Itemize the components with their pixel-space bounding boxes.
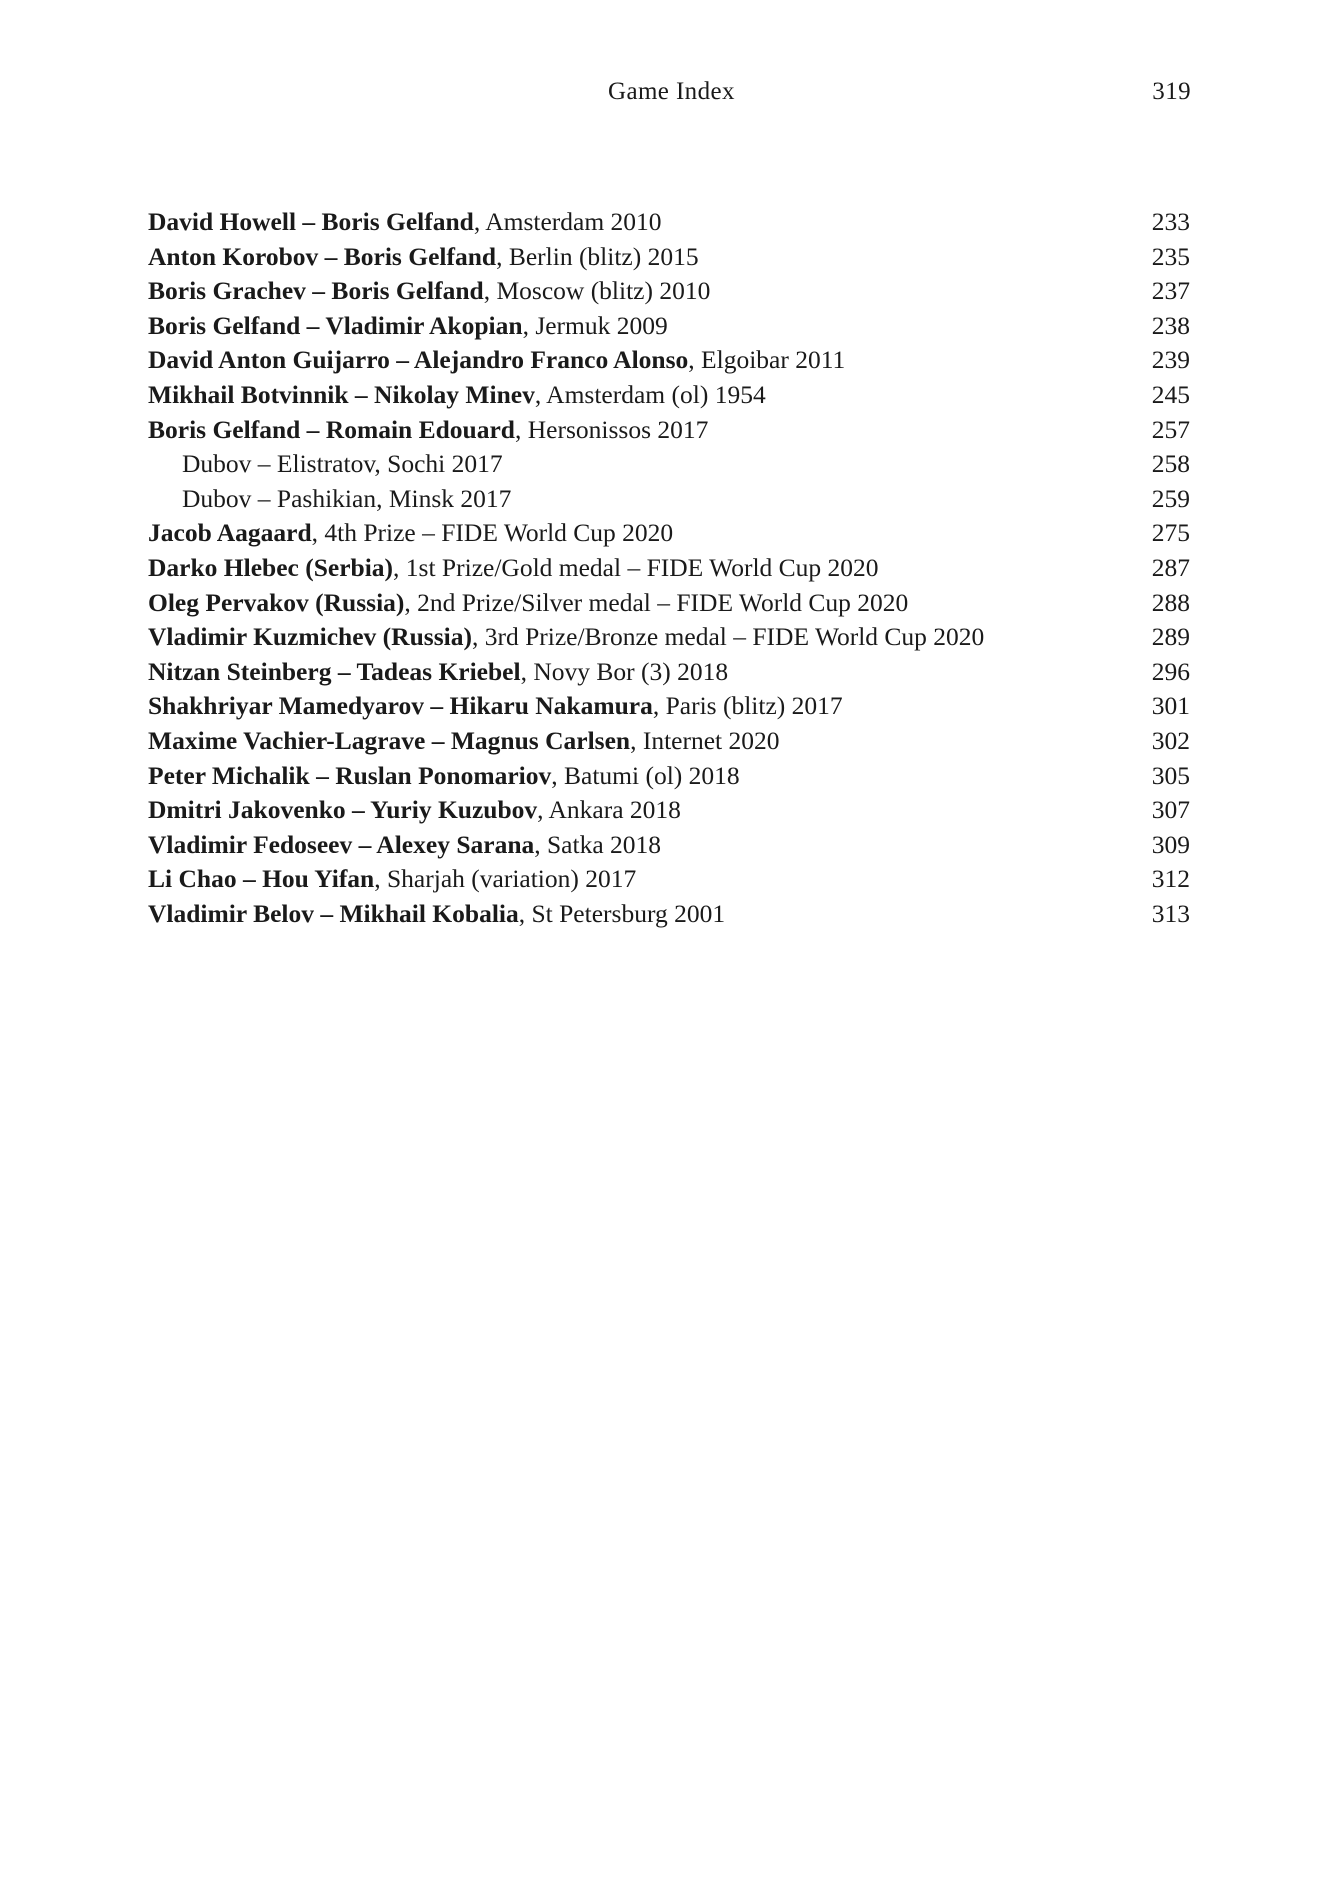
page-title: Game Index [608,78,735,105]
index-entry-page: 302 [1151,725,1190,755]
index-entry-players: David Howell – Boris Gelfand [148,207,474,236]
index-entry-detail: , 1st Prize/Gold medal – FIDE World Cup 2020 [393,552,879,582]
index-entry-detail: , St Petersburg 2001 [518,898,726,928]
index-entry-players: Maxime Vachier-Lagrave – Magnus Carlsen [148,725,631,755]
index-entry [148,655,1190,690]
index-entry-players: Nitzan Steinberg – Tadeas Kriebel [148,656,521,686]
index-entry-page: 245 [1151,379,1190,409]
index-entry-detail: , 2nd Prize/Silver medal – FIDE World Cup 2020 [404,587,909,617]
game-index-list [148,205,1190,931]
index-entry [148,551,1190,586]
index-entry-text [148,724,780,759]
index-entry-detail: , Moscow (blitz) 2010 [483,276,711,306]
running-head [148,78,1191,106]
index-entry [148,413,1190,448]
index-entry-page: 309 [1151,829,1190,859]
index-entry-detail: , Amsterdam (ol) 1954 [534,379,766,409]
index-entry-page: 288 [1151,587,1190,617]
index-entry-detail: , Berlin (blitz) 2015 [496,241,699,271]
index-entry-text [148,274,710,309]
index-entry-detail: , 3rd Prize/Bronze medal – FIDE World Cup 2020 [471,622,985,652]
index-entry-players: Peter Michalik – Ruslan Ponomariov [148,760,552,790]
index-entry-detail: , Jermuk 2009 [522,310,668,340]
index-entry [148,689,1190,724]
index-entry-players: Li Chao – Hou Yifan [148,864,375,894]
index-entry-detail: , Internet 2020 [630,725,780,755]
index-entry-detail: , Satka 2018 [534,829,662,859]
index-entry-text [148,759,740,794]
index-entry-text [148,551,879,586]
index-entry-players: Vladimir Fedoseev – Alexey Sarana [148,829,535,859]
index-entry-players: Oleg Pervakov (Russia) [148,587,405,617]
index-entry-page: 235 [1151,241,1190,271]
index-entry [148,862,1190,897]
index-entry-page: 312 [1151,864,1190,894]
index-entry-detail: , Batumi (ol) 2018 [551,760,740,790]
index-entry-detail: , Novy Bor (3) 2018 [520,656,729,686]
index-entry-text [148,586,908,621]
index-entry-page: 296 [1151,656,1190,686]
index-entry-page: 275 [1151,518,1190,548]
index-entry-page: 259 [1151,483,1190,513]
index-entry-page: 238 [1151,310,1190,340]
index-entry-players: Vladimir Kuzmichev (Russia) [148,622,472,652]
index-entry-text [148,516,673,551]
index-entry [148,620,1190,655]
index-entry [148,378,1190,413]
index-subentry [148,447,1190,482]
index-entry-detail: , Sharjah (variation) 2017 [374,864,637,894]
index-entry-page: 258 [1151,449,1190,479]
index-entry-page: 307 [1151,795,1190,825]
index-entry [148,793,1190,828]
index-entry-players: David Anton Guijarro – Alejandro Franco Alonso [148,345,689,375]
index-entry [148,240,1190,275]
index-entry-players: Jacob Aagaard [148,518,312,548]
index-entry-text [148,447,503,482]
index-entry [148,828,1190,863]
index-subentry [148,482,1190,517]
index-entry-players: Dmitri Jakovenko – Yuriy Kuzubov [148,795,538,825]
index-entry [148,343,1190,378]
index-entry [148,309,1190,344]
index-entry-page: 239 [1151,345,1190,375]
index-entry-players: Shakhriyar Mamedyarov – Hikaru Nakamura [148,691,653,721]
index-entry-detail: , Elgoibar 2011 [688,345,846,375]
index-entry-page: 289 [1151,622,1190,652]
index-entry-page: 301 [1151,691,1190,721]
index-entry [148,897,1190,932]
index-entry-text [148,343,845,378]
index-entry-detail: , Hersonissos 2017 [514,414,709,444]
index-entry-text [148,482,511,517]
index-entry-players: Darko Hlebec (Serbia) [148,552,394,582]
index-entry-detail: , 4th Prize – FIDE World Cup 2020 [311,518,674,548]
index-entry-text [148,793,681,828]
index-entry-text [148,378,766,413]
index-entry-page: 313 [1151,898,1190,928]
index-entry [148,759,1190,794]
index-entry-players: Mikhail Botvinnik – Nikolay Minev [148,379,535,409]
index-entry-detail: , Paris (blitz) 2017 [652,691,843,721]
index-entry-players: Boris Grachev – Boris Gelfand [148,276,484,306]
index-entry-text [148,689,843,724]
index-entry-text [148,897,725,932]
index-entry-text [148,413,708,448]
index-entry-page: 287 [1151,552,1190,582]
index-entry-players: Vladimir Belov – Mikhail Kobalia [148,898,519,928]
index-entry-detail: Dubov – Elistratov, Sochi 2017 [182,449,503,479]
index-entry-page: 305 [1151,760,1190,790]
index-entry-text [148,240,699,275]
index-entry-detail: , Ankara 2018 [537,795,681,825]
index-entry-page: 237 [1151,276,1190,306]
index-entry-text [148,309,668,344]
index-entry-players: Boris Gelfand – Romain Edouard [148,414,515,444]
index-entry-page: 233 [1151,207,1190,236]
index-entry-players: Anton Korobov – Boris Gelfand [148,241,497,271]
index-entry-detail: , Amsterdam 2010 [473,207,662,236]
page-number: 319 [1152,78,1191,105]
index-entry-page: 257 [1151,414,1190,444]
index-entry-text [148,655,728,690]
index-entry-text [148,620,984,655]
index-entry [148,205,1190,240]
index-entry-players: Boris Gelfand – Vladimir Akopian [148,310,523,340]
index-entry [148,586,1190,621]
index-entry-detail: Dubov – Pashikian, Minsk 2017 [182,483,512,513]
index-entry-text [148,205,662,240]
index-entry-text [148,862,636,897]
index-entry [148,724,1190,759]
index-entry [148,516,1190,551]
index-entry [148,274,1190,309]
index-entry-text [148,828,661,863]
